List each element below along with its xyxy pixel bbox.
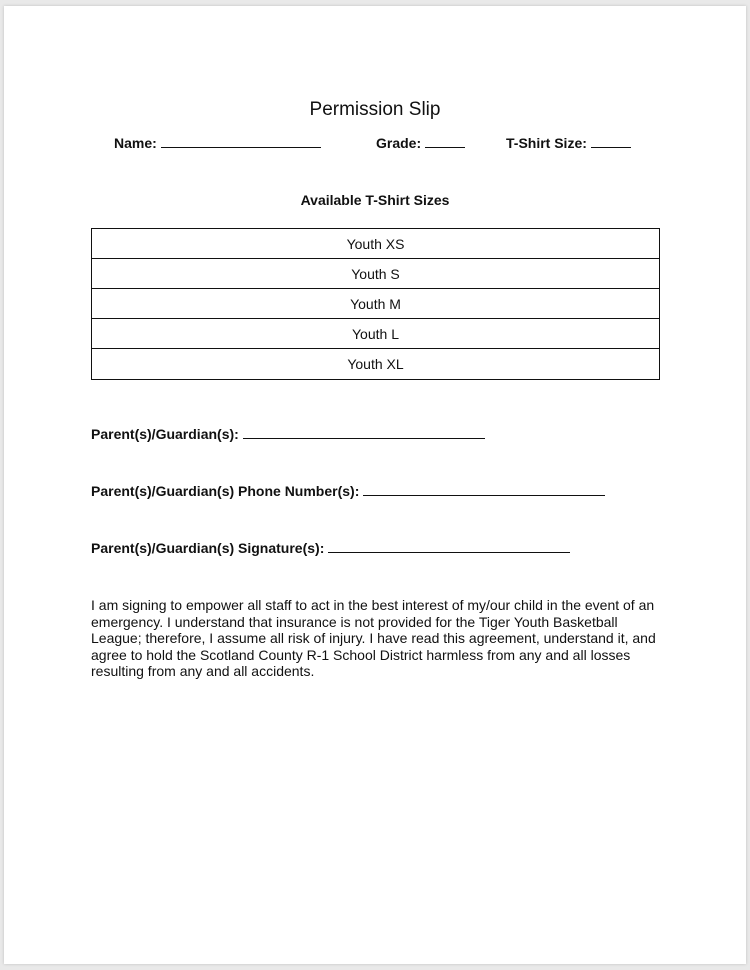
guardian-phone-label: Parent(s)/Guardian(s) Phone Number(s): xyxy=(91,483,360,499)
guardian-signature-field xyxy=(91,539,570,557)
guardian-name-label: Parent(s)/Guardian(s): xyxy=(91,426,239,442)
table-row: Youth XL xyxy=(347,356,404,372)
tshirt-size-blank xyxy=(591,134,631,148)
guardian-name-blank xyxy=(243,425,485,439)
name-blank xyxy=(161,134,321,148)
document-page xyxy=(4,6,746,964)
grade-field xyxy=(376,134,465,152)
grade-blank xyxy=(425,134,465,148)
sizes-table xyxy=(91,228,660,380)
table-row: Youth S xyxy=(92,259,659,289)
sizes-heading: Available T-Shirt Sizes xyxy=(300,192,450,208)
table-row: Youth M xyxy=(92,289,659,319)
name-label: Name: xyxy=(114,135,157,151)
page-title: Permission Slip xyxy=(309,99,441,120)
table-row: Youth XS xyxy=(92,229,659,259)
grade-label: Grade: xyxy=(376,135,422,151)
guardian-phone-field xyxy=(91,482,605,500)
guardian-signature-blank xyxy=(328,539,570,553)
tshirt-size-field xyxy=(506,134,631,152)
liability-statement: I am signing to empower all staff to act in the best interest of my/our child in the event of an emergency. I understand that insurance is not provided for the Tiger Youth Basketball League; therefore, I assume all risk of injury. I have read this agreement, understand it, and agree to hold the Scotland County R-1 School District harmless from any and all losses resulting from any and all accidents. xyxy=(91,597,656,679)
name-field xyxy=(114,134,321,152)
guardian-phone-blank xyxy=(363,482,605,496)
tshirt-size-label: T-Shirt Size: xyxy=(506,135,587,151)
guardian-signature-label: Parent(s)/Guardian(s) Signature(s): xyxy=(91,540,325,556)
guardian-name-field xyxy=(91,425,485,443)
table-row: Youth L xyxy=(92,319,659,349)
